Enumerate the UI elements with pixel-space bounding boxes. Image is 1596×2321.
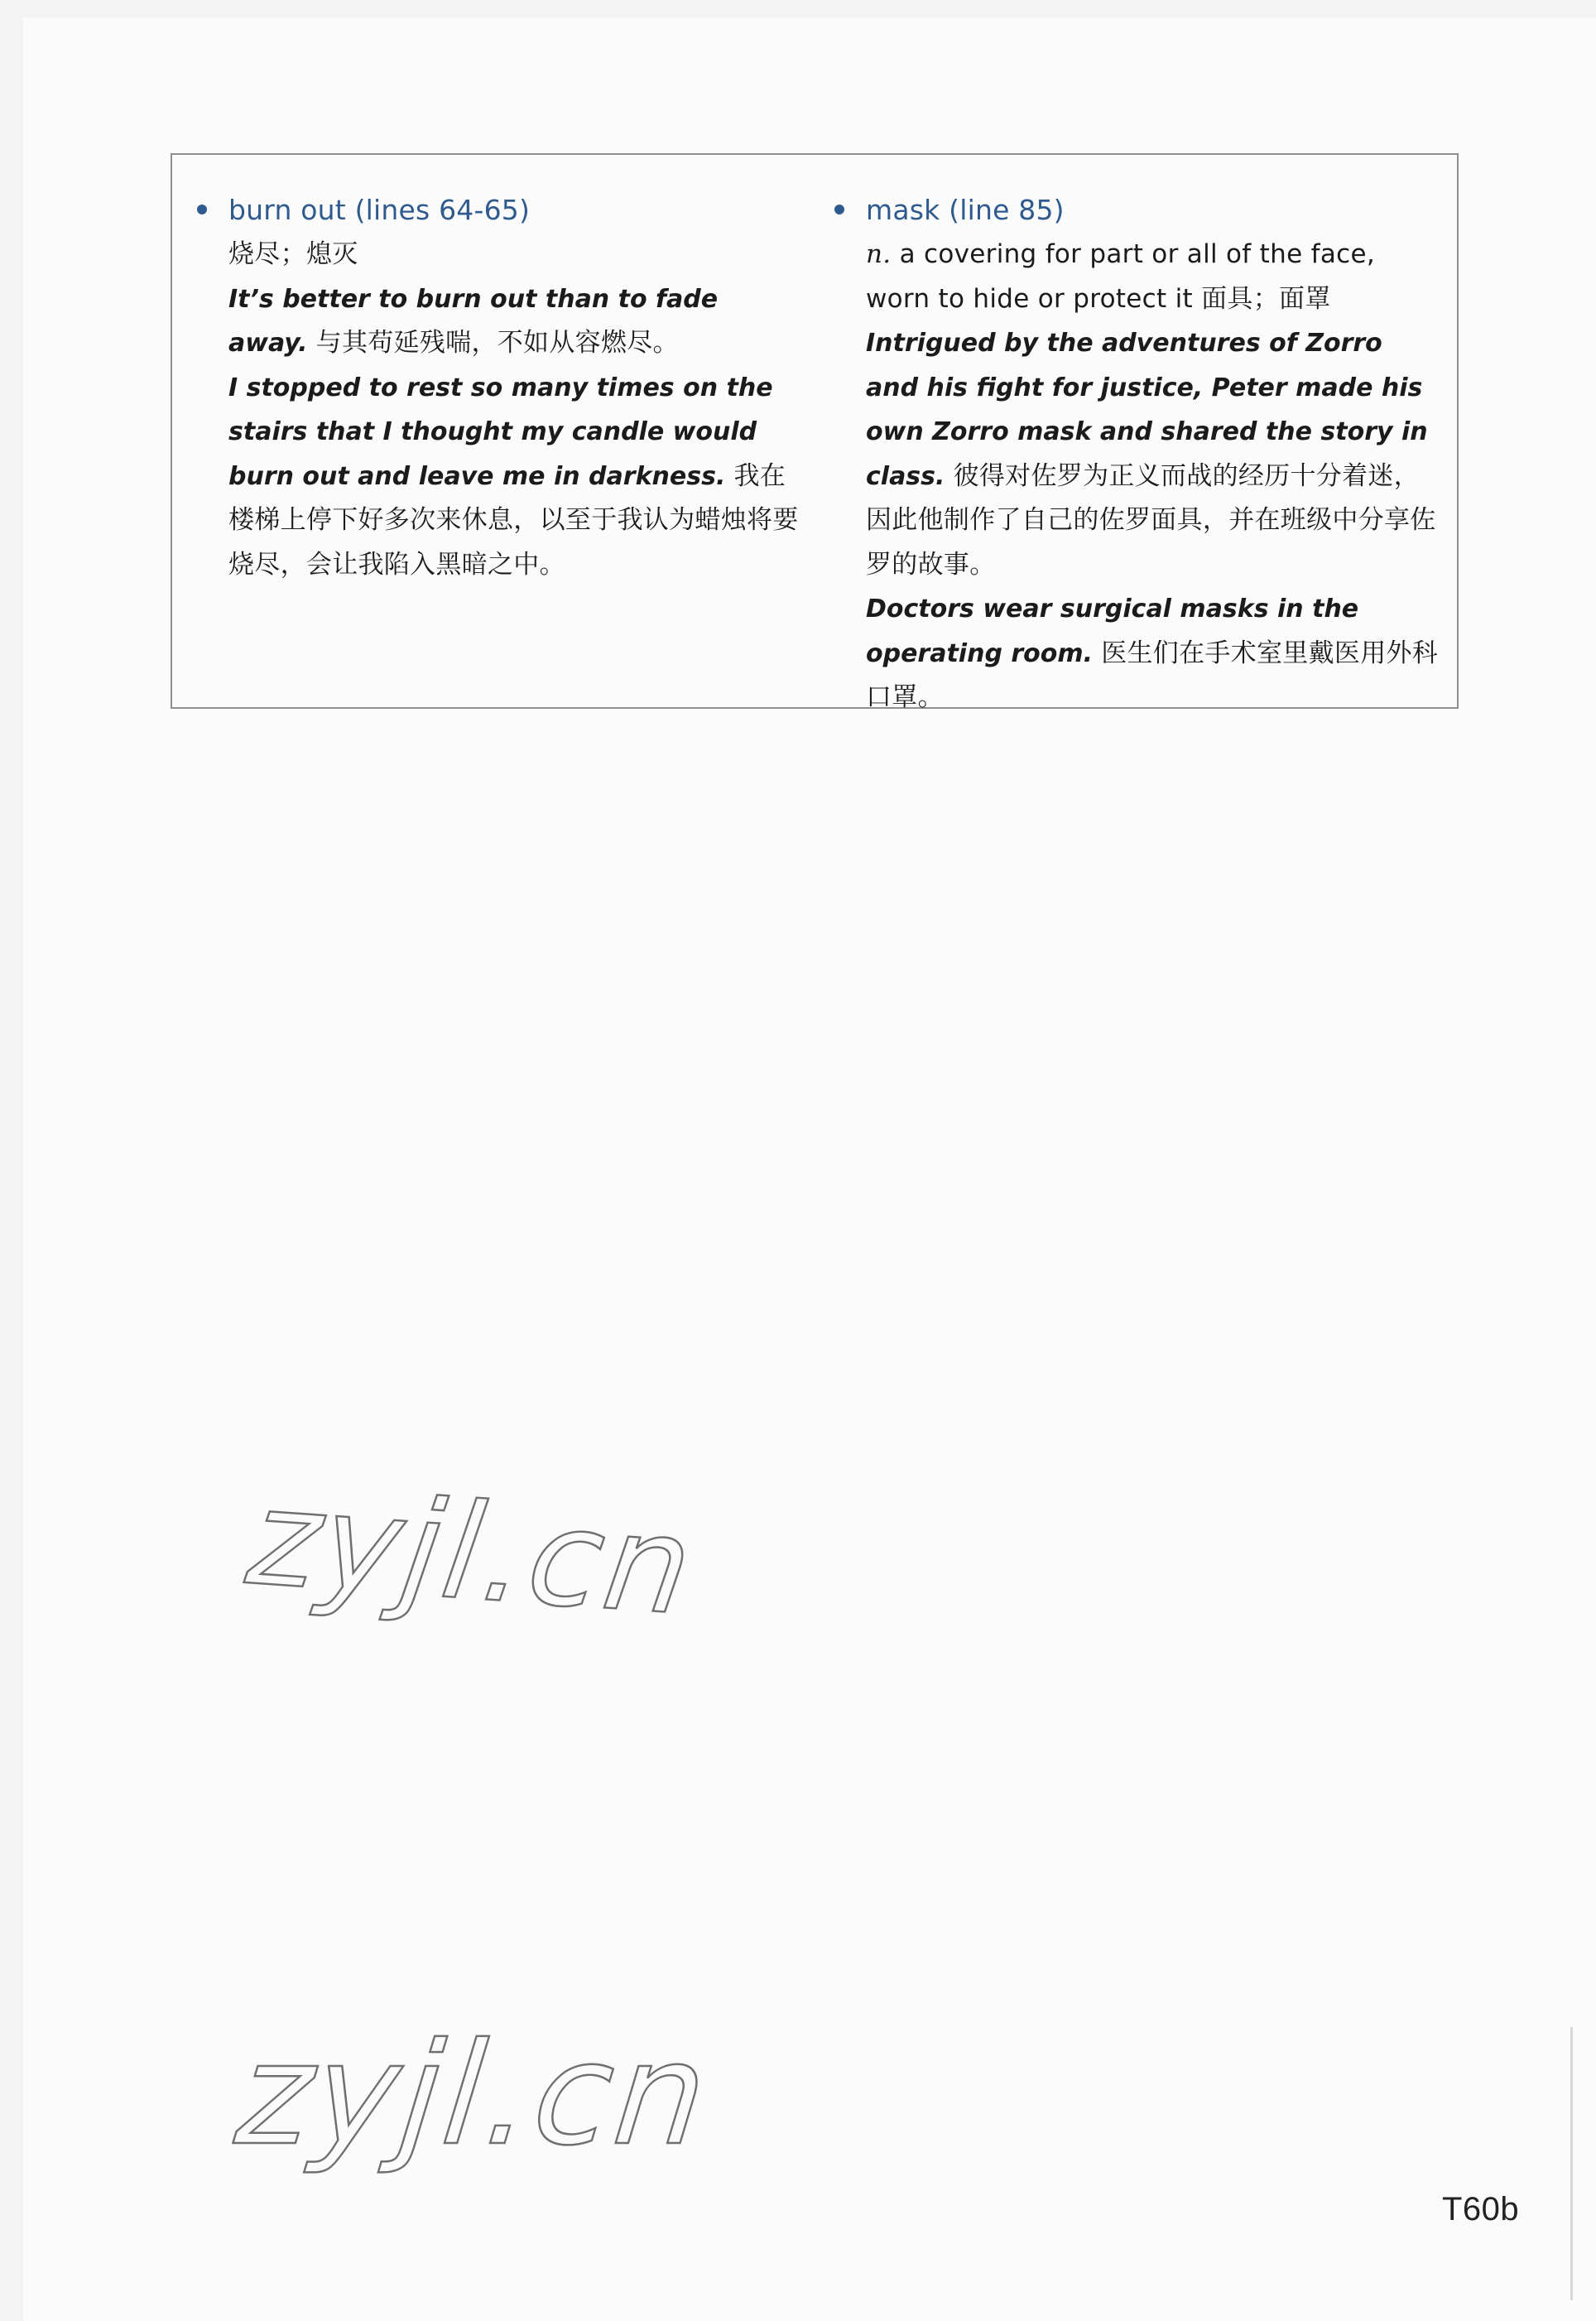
example-zh: 彼得对佐罗为正义而战的经历十分着迷，因此他制作了自己的佐罗面具，并在班级中分享佐罗的故事。 xyxy=(866,460,1436,580)
entry-body xyxy=(228,233,803,587)
entry-body xyxy=(866,233,1440,720)
part-of-speech: n. xyxy=(866,239,892,269)
example xyxy=(228,366,803,588)
watermark: zyjl.cn xyxy=(229,2013,717,2177)
example xyxy=(228,277,803,366)
entry-header xyxy=(190,188,803,231)
example-en: Intrigued by the adventures of Zorro and his fight for justice, Peter made his own Zorro mask and shared the story in class. xyxy=(866,329,1428,491)
example-zh: 与其苟延残喘，不如从容燃尽。 xyxy=(315,328,679,358)
example-zh: 医生们在手术室里戴医用外科口罩。 xyxy=(866,638,1439,712)
example-zh: 我在楼梯上停下好多次来休息，以至于我认为蜡烛将要烧尽，会让我陷入黑暗之中。 xyxy=(228,460,799,580)
definition xyxy=(228,233,803,277)
page-number: T60b xyxy=(1442,2191,1520,2227)
example-en: I stopped to rest so many times on the stairs that I thought my candle would burn out and leave me in darkness. xyxy=(228,373,773,491)
example xyxy=(866,321,1440,587)
page-left-edge xyxy=(0,0,23,2321)
bullet-icon xyxy=(197,205,207,214)
example xyxy=(866,587,1440,720)
entry-header xyxy=(828,188,1440,231)
vocabulary-box xyxy=(171,153,1459,712)
definition-zh: 烧尽；熄灭 xyxy=(228,239,358,269)
bullet-icon xyxy=(834,205,844,214)
example-en: It’s better to burn out than to fade away. xyxy=(228,284,719,358)
watermark: zyjl.cn xyxy=(239,1459,704,1645)
definition xyxy=(866,233,1440,321)
definition-zh: 面具；面罩 xyxy=(1201,283,1331,314)
headword: mask (line 85) xyxy=(866,193,1065,226)
definition-en: a covering for part or all of the face, worn to hide or protect it xyxy=(866,239,1375,314)
page-top-edge xyxy=(0,0,1596,18)
example-en: Doctors wear surgical masks in the operating room. xyxy=(866,595,1359,668)
headword: burn out (lines 64-65) xyxy=(228,193,531,226)
entry-mask xyxy=(828,188,1440,720)
entry-burn-out xyxy=(190,188,803,587)
margin-rule xyxy=(1570,2027,1573,2300)
